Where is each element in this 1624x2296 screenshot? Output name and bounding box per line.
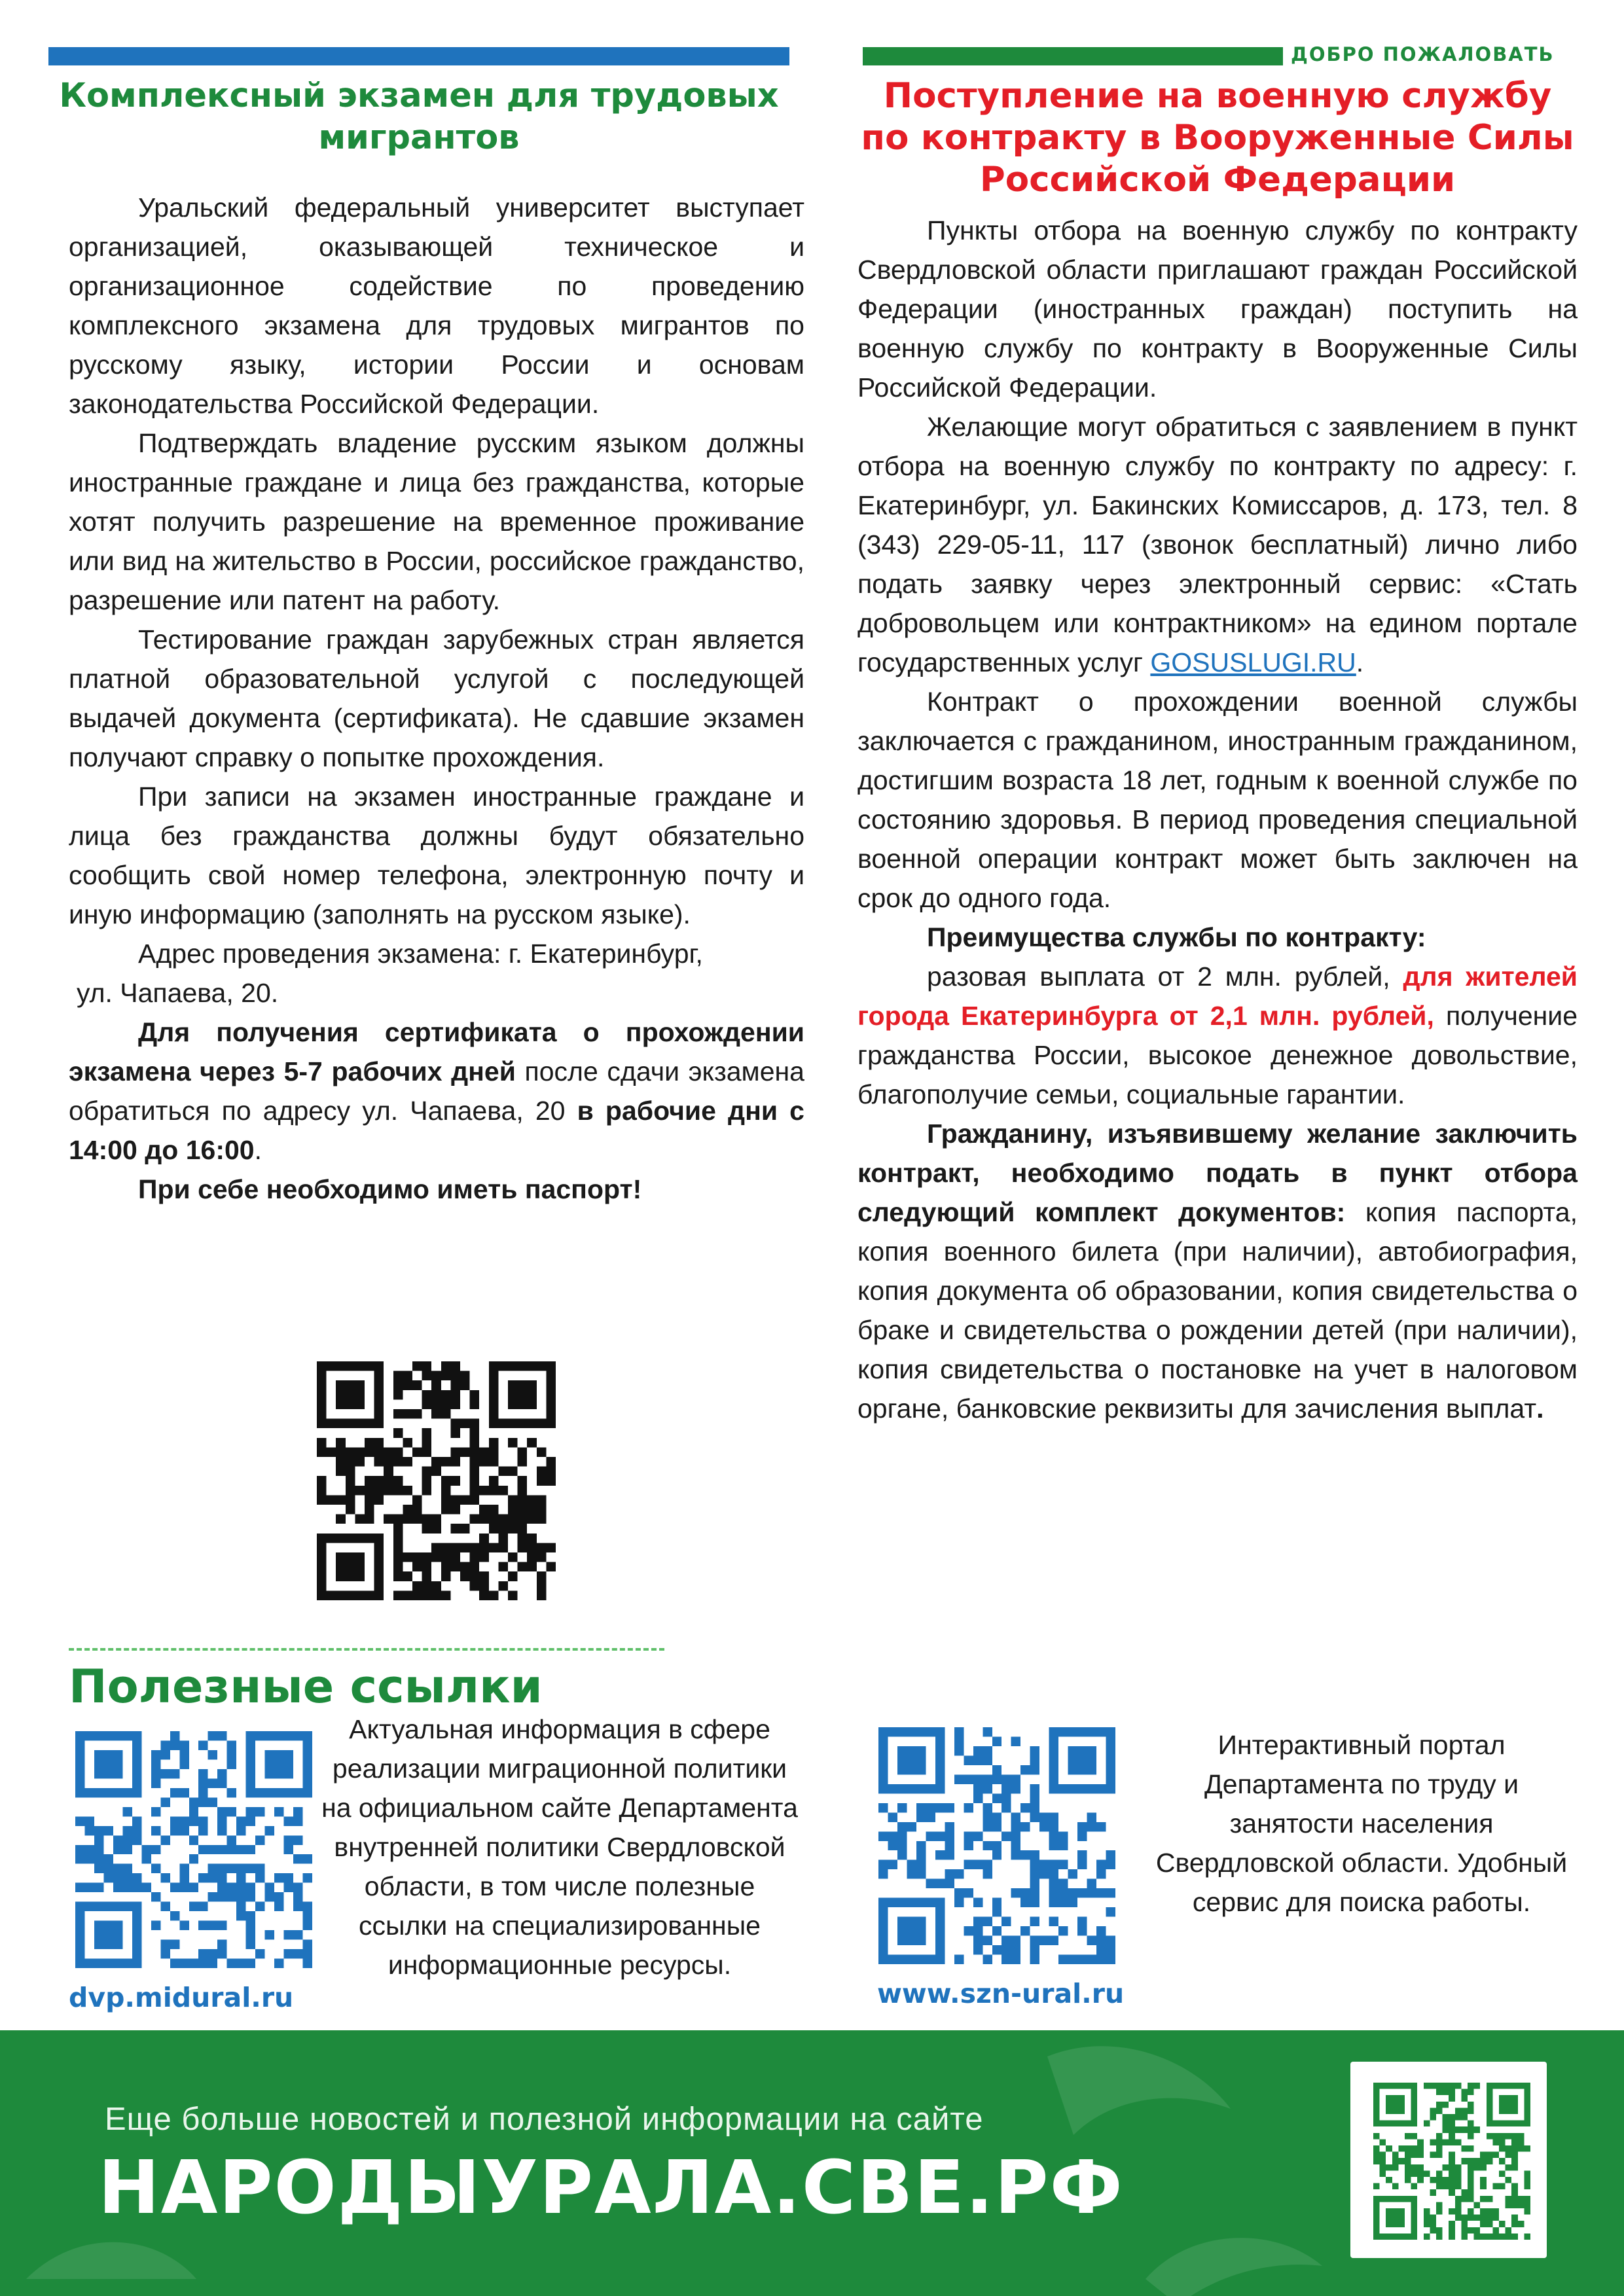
payment-highlight: для жителей города Екатеринбурга от 2,1 млн. рублей,	[857, 961, 1578, 1031]
useful-links-heading: Полезные ссылки	[69, 1660, 543, 1713]
right-paragraph-3: Контракт о прохождении военной службы заключается с гражданином, иностранным гражданином, достигшим возраста 18 лет, годным к военной службе по состоянию здоровья. В период проведения специальной военной операции контракт может быть заключен на срок до одного года.	[857, 687, 1578, 913]
documents-heading: Гражданину, изъявившему желание заключить контракт, необходимо подать в пункт отбора следующий комплект документов:	[857, 1119, 1578, 1227]
right-paragraph-2-end: .	[1356, 647, 1364, 677]
right-paragraph-1: Пункты отбора на военную службу по контракту Свердловской области приглашают граждан Российской Федерации (иностранных граждан) поступить на военную службу по контракту в Вооруженные Силы Российской Федерации.	[857, 215, 1578, 403]
right-paragraph-4	[857, 918, 1578, 957]
left-paragraph-5b: ул. Чапаева, 20.	[77, 978, 279, 1008]
certificate-bold-2: в рабочие дни с 14:00 до 16:00	[69, 1096, 804, 1165]
left-paragraph-3: Тестирование граждан зарубежных стран является платной образовательной услугой с последующей выдачей документа (сертификата). Не сдавшие экзамен получают справку о попытке прохождения.	[69, 624, 804, 772]
certificate-bold-1: Для получения сертификата о прохождении экзамена через 5-7 рабочих дней	[69, 1017, 804, 1086]
left-paragraph-1: Уральский федеральный университет выступает организацией, оказывающей техническое и организационное содействие по проведению комплексного экзамена для трудовых мигрантов по русскому языку, истории России и основам законодательства Российской Федерации.	[69, 192, 804, 419]
left-paragraph-2: Подтверждать владение русским языком должны иностранные граждане и лица без гражданства, которые хотят получить разрешение на временное проживание или вид на жительство в России, российское гражданство, разрешение или патент на работу.	[69, 428, 804, 615]
certificate-end: .	[254, 1135, 262, 1165]
top-green-bar	[863, 47, 1283, 65]
left-column-text	[69, 188, 804, 1209]
left-paragraph-7	[69, 1170, 804, 1209]
right-paragraph-5	[857, 957, 1578, 1114]
qr-code-icon[interactable]	[878, 1725, 1115, 1967]
left-paragraph-5: Адрес проведения экзамена: г. Екатеринбург,	[138, 939, 703, 969]
gosuslugi-link[interactable]: GOSUSLUGI.RU	[1150, 647, 1356, 677]
certificate-text: после сдачи экзамена обратиться по адресу ул. Чапаева, 20	[69, 1056, 804, 1126]
top-blue-bar	[48, 47, 789, 65]
left-paragraph-4: При записи на экзамен иностранные граждане и лица без гражданства должны будут обязательно сообщить свой номер телефона, электронную почту и иную информацию (заполнять на русском языке).	[69, 781, 804, 929]
payment-text: разовая выплата от 2 млн. рублей,	[927, 961, 1403, 992]
useful-link-right-url[interactable]: www.szn-ural.ru	[877, 1978, 1125, 2009]
left-paragraph-6	[69, 1013, 804, 1170]
qr-code-icon[interactable]	[317, 1361, 556, 1600]
benefits-text: получение гражданства России, высокое денежное довольствие, благополучие семьи, социальные гарантии.	[857, 1001, 1578, 1109]
qr-code-icon[interactable]	[75, 1731, 312, 1968]
section-divider	[69, 1648, 664, 1651]
advantages-heading: Преимущества службы по контракту:	[927, 922, 1426, 952]
footer-text: Еще больше новостей и полезной информации на сайте	[105, 2102, 984, 2137]
left-title: Комплексный экзамен для трудовых мигрантов	[59, 77, 779, 157]
qr-code-icon[interactable]	[1373, 2083, 1530, 2240]
footer-site-link[interactable]: НАРОДЫУРАЛА.СВЕ.РФ	[98, 2145, 1124, 2231]
right-paragraph-2-text: Желающие могут обратиться с заявлением в пункт отбора на военную службу по контракту по адресу: г. Екатеринбург, ул. Бакинских Комиссаров, д. 173, тел. 8 (343) 229-05-11, 117 (звонок бесплатный) лично либо подать заявку через электронный сервис: «Стать добровольцем или контрактником» на едином портале государственных услуг	[857, 412, 1578, 677]
right-column-text	[857, 211, 1578, 1428]
useful-link-left-url[interactable]: dvp.midural.ru	[69, 1982, 294, 2013]
documents-end: .	[1536, 1393, 1544, 1424]
right-paragraph-6	[857, 1114, 1578, 1428]
documents-list: копия паспорта, копия военного билета (при наличии), автобиография, копия документа об образовании, копия свидетельства о браке и свидетельства о рождении детей (при наличии), копия свидетельства о постановке на учет в налоговом органе, банковские реквизиты для зачисления выплат	[857, 1197, 1578, 1424]
right-title: Поступление на военную службу по контракту в Вооруженные Силы Российской Федерации	[861, 76, 1574, 200]
right-paragraph-2	[857, 407, 1578, 682]
passport-note: При себе необходимо иметь паспорт!	[138, 1174, 642, 1204]
useful-link-left-text: Актуальная информация в сфере реализации миграционной политики на официальном сайте Департамента внутренней политики Свердловской области, в том числе полезные ссылки на специализированные информационные ресурсы.	[321, 1714, 798, 1980]
useful-link-right-text: Интерактивный портал Департамента по труду и занятости населения Свердловской области. Удобный сервис для поиска работы.	[1155, 1730, 1568, 1917]
welcome-label: ДОБРО ПОЖАЛОВАТЬ	[1291, 43, 1555, 65]
